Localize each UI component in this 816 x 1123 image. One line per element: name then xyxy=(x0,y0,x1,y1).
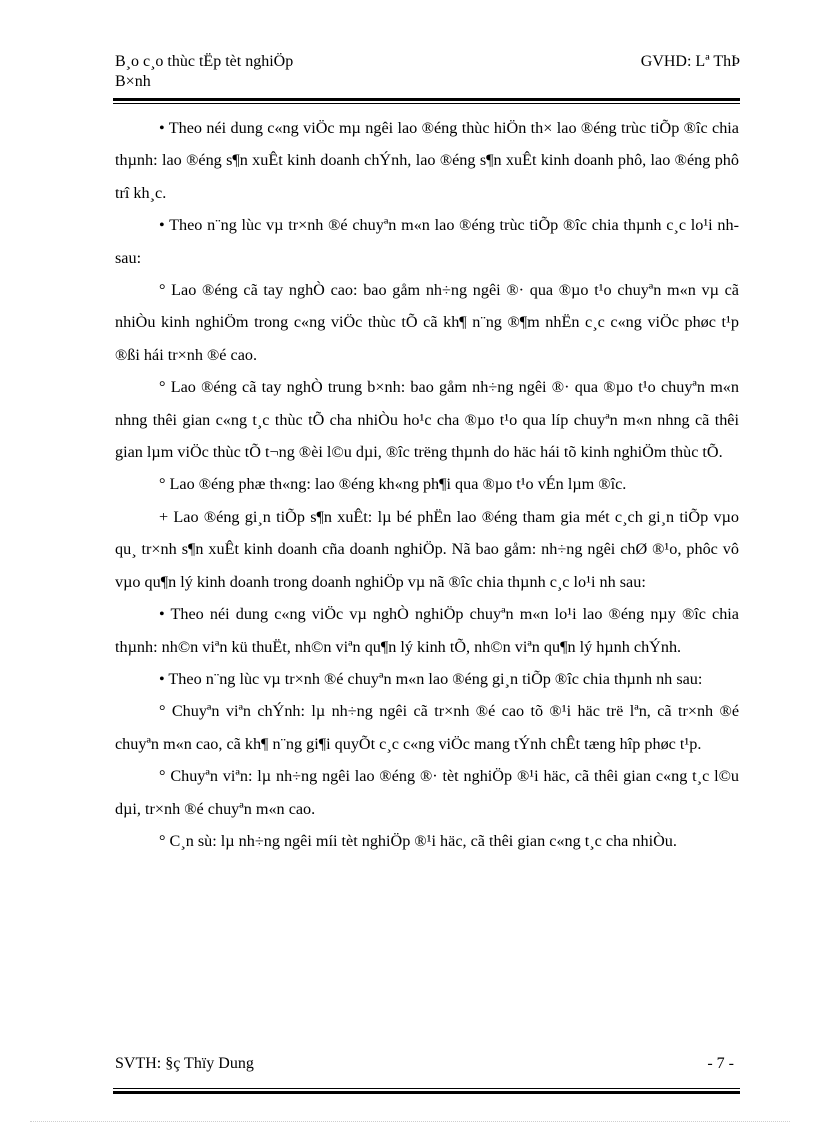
paragraph: ° Lao ®éng cã tay nghÒ cao: bao gåm nh÷ng ngêi ®· qua ®µo t¹o chuyªn m«n vµ cã nhiÒu kinh nghiÖm trong c«ng viÖc thùc tÕ cã kh¶ n¨ng ®¶m nhËn c¸c c«ng viÖc phøc t¹p ®ßi hái tr×nh ®é cao. xyxy=(115,281,739,364)
paragraph: • Theo néi dung c«ng viÖc mµ ngêi lao ®éng thùc hiÖn th× lao ®éng trùc tiÕp ®îc chia thµnh: lao ®éng s¶n xuÊt kinh doanh chÝnh, lao ®éng s¶n xuÊt kinh doanh phô, lao ®éng phô trî kh¸c. xyxy=(115,119,739,202)
header-advisor: GVHD: Lª ThÞ xyxy=(640,53,740,70)
paragraph: ° C¸n sù: lµ nh÷ng ngêi míi tèt nghiÖp ®¹i häc, cã thêi gian c«ng t¸c cha nhiÒu. xyxy=(159,831,677,850)
header-title-line2: B×nh xyxy=(115,73,151,90)
paragraph: ° Lao ®éng phæ th«ng: lao ®éng kh«ng ph¶i qua ®µo t¹o vÉn lµm ®îc. xyxy=(159,475,627,494)
footer-rule-thin xyxy=(113,1088,740,1089)
header-rule-thin xyxy=(113,103,740,104)
footer-rule-thick xyxy=(113,1091,740,1094)
paragraph: • Theo n¨ng lùc vµ tr×nh ®é chuyªn m«n lao ®éng trùc tiÕp ®îc chia thµnh c¸c lo¹i nh sau: xyxy=(115,216,739,267)
document-body xyxy=(115,112,739,857)
paragraph: • Theo n¨ng lùc vµ tr×nh ®é chuyªn m«n lao ®éng gi¸n tiÕp ®îc chia thµnh nh sau: xyxy=(159,669,703,688)
paragraph: ° Lao ®éng cã tay nghÒ trung b×nh: bao gåm nh÷ng ngêi ®· qua ®µo t¹o chuyªn m«n nhng thêi gian c«ng t¸c thùc tÕ cha nhiÒu ho¹c cha ®µo t¹o qua líp chuyªn m«n nhng cã thêi gian lµm viÖc thùc tÕ t¬ng ®èi l©u dµi, ®îc trëng thµnh do häc hái tõ kinh nghiÖm thùc tÕ. xyxy=(115,378,739,462)
header-rule-thick xyxy=(113,98,740,101)
paragraph: • Theo néi dung c«ng viÖc vµ nghÒ nghiÖp chuyªn m«n lo¹i lao ®éng nµy ®îc chia thµnh: nh©n viªn kü thuËt, nh©n viªn qu¶n lý kinh tÕ, nh©n viªn qu¶n lý hµnh chÝnh. xyxy=(115,605,739,656)
page-edge-divider xyxy=(30,1121,790,1122)
footer-page-number: - 7 - xyxy=(707,1055,734,1072)
paragraph: ° Chuyªn viªn: lµ nh÷ng ngêi lao ®éng ®· tèt nghiÖp ®¹i häc, cã thêi gian c«ng t¸c l©u dµi, tr×nh ®é chuyªn m«n cao. xyxy=(115,767,739,818)
paragraph: ° Chuyªn viªn chÝnh: lµ nh÷ng ngêi cã tr×nh ®é cao tõ ®¹i häc trë lªn, cã tr×nh ®é chuyªn m«n cao, cã kh¶ n¨ng gi¶i quyÕt c¸c c«ng viÖc mang tÝnh chÊt tæng hîp phøc t¹p. xyxy=(115,702,739,753)
paragraph: + Lao ®éng gi¸n tiÕp s¶n xuÊt: lµ bé phËn lao ®éng tham gia mét c¸ch gi¸n tiÕp vµo qu¸ tr×nh s¶n xuÊt kinh doanh cña doanh nghiÖp. Nã bao gåm: nh÷ng ngêi chØ ®¹o, phôc vô vµo qu¶n lý kinh doanh trong doanh nghiÖp vµ nã ®îc chia thµnh c¸c lo¹i nh sau: xyxy=(115,507,739,591)
header-title-line1: B¸o c¸o thùc tËp tèt nghiÖp xyxy=(115,53,294,70)
page-header-title xyxy=(115,52,445,92)
footer-student: SVTH: §ç Thïy Dung xyxy=(115,1055,254,1072)
